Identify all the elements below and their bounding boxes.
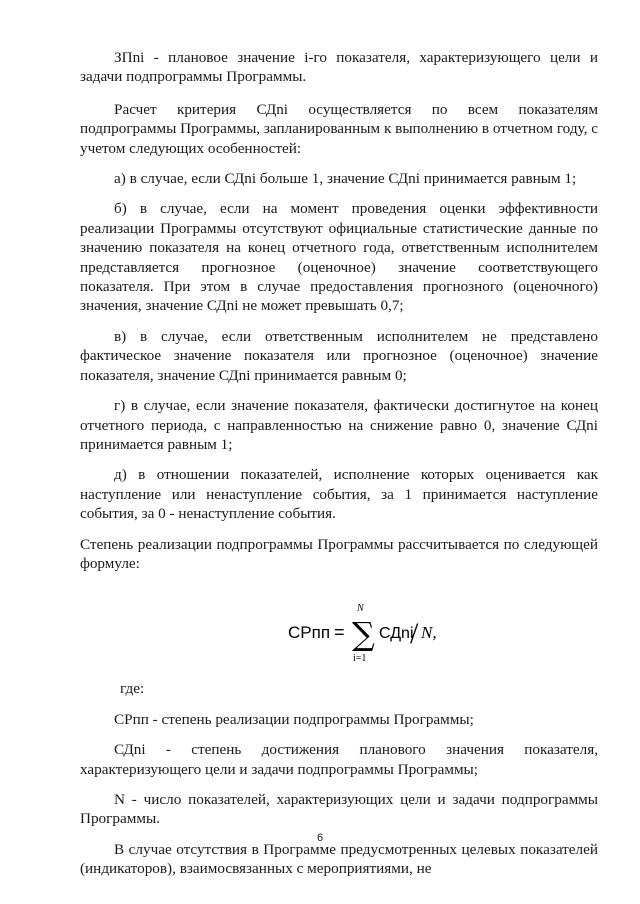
paragraph-case-a: а) в случае, если СДni больше 1, значение СДni принимается равным 1; [114, 170, 577, 188]
formula-sum-upper: N [357, 603, 364, 615]
definition-n: N - число показателей, характеризующих цели и задачи подпрограммы Программы. [80, 790, 598, 828]
formula-denominator: N, [421, 623, 437, 643]
formula-block [80, 601, 598, 665]
formula [288, 601, 438, 665]
formula-equals: = [334, 622, 345, 643]
definition-sdni: СДni - степень достижения планового значения показателя, характеризующего цели и задачи подпрограммы Программы; [80, 741, 598, 778]
formula-sum-lower: i=1 [353, 653, 367, 665]
formula-term: СДni [379, 625, 414, 643]
paragraph-closing: В случае отсутствия в Программе предусмотренных целевых показателей (индикаторов), взаимосвязанных с мероприятиями, не [80, 840, 598, 878]
definition-srpp: СРпп - степень реализации подпрограммы Программы; [114, 710, 474, 728]
formula-lhs: СРпп [288, 623, 331, 643]
paragraph-zp-definition: ЗПni - плановое значение i-го показателя, характеризующего цели и задачи подпрограммы Программы. [80, 49, 598, 86]
formula-divider: / [410, 617, 419, 651]
paragraph-case-g: г) в случае, если значение показателя, фактически достигнутое на конец отчетного периода, с направленностью на снижение равно 0, значение СДni принимается равным 1; [80, 397, 598, 453]
formula-sigma: ∑ [352, 615, 375, 654]
page-number: 6 [316, 832, 324, 844]
paragraph-case-b: б) в случае, если на момент проведения оценки эффективности реализации Программы отсутствуют официальные статистические данные по значению показателя на конец отчетного года, ответственным исполнителем представляется прогнозное (оценочное) значение соответствующего показателя. При этом в случае предоставления прогнозного (оценочного) значения, значение СДni не может превышать 0,7; [80, 200, 598, 315]
paragraph-case-d: д) в отношении показателей, исполнение которых оценивается как наступление или ненаступление события, за 1 принимается наступление события, за 0 - ненаступление события. [80, 466, 598, 523]
paragraph-calculation: Расчет критерия СДni осуществляется по всем показателям подпрограммы Программы, запланированным к выполнению в отчетном году, с учетом следующих особенностей: [80, 100, 598, 157]
paragraph-case-v: в) в случае, если ответственным исполнителем не представлено фактическое значение показателя или прогнозное (оценочное) значение показателя, значение СДni принимается равным 0; [80, 327, 598, 384]
where-label: где: [120, 680, 145, 698]
paragraph-degree-formula: Степень реализации подпрограммы Программы рассчитывается по следующей формуле: [80, 535, 598, 572]
